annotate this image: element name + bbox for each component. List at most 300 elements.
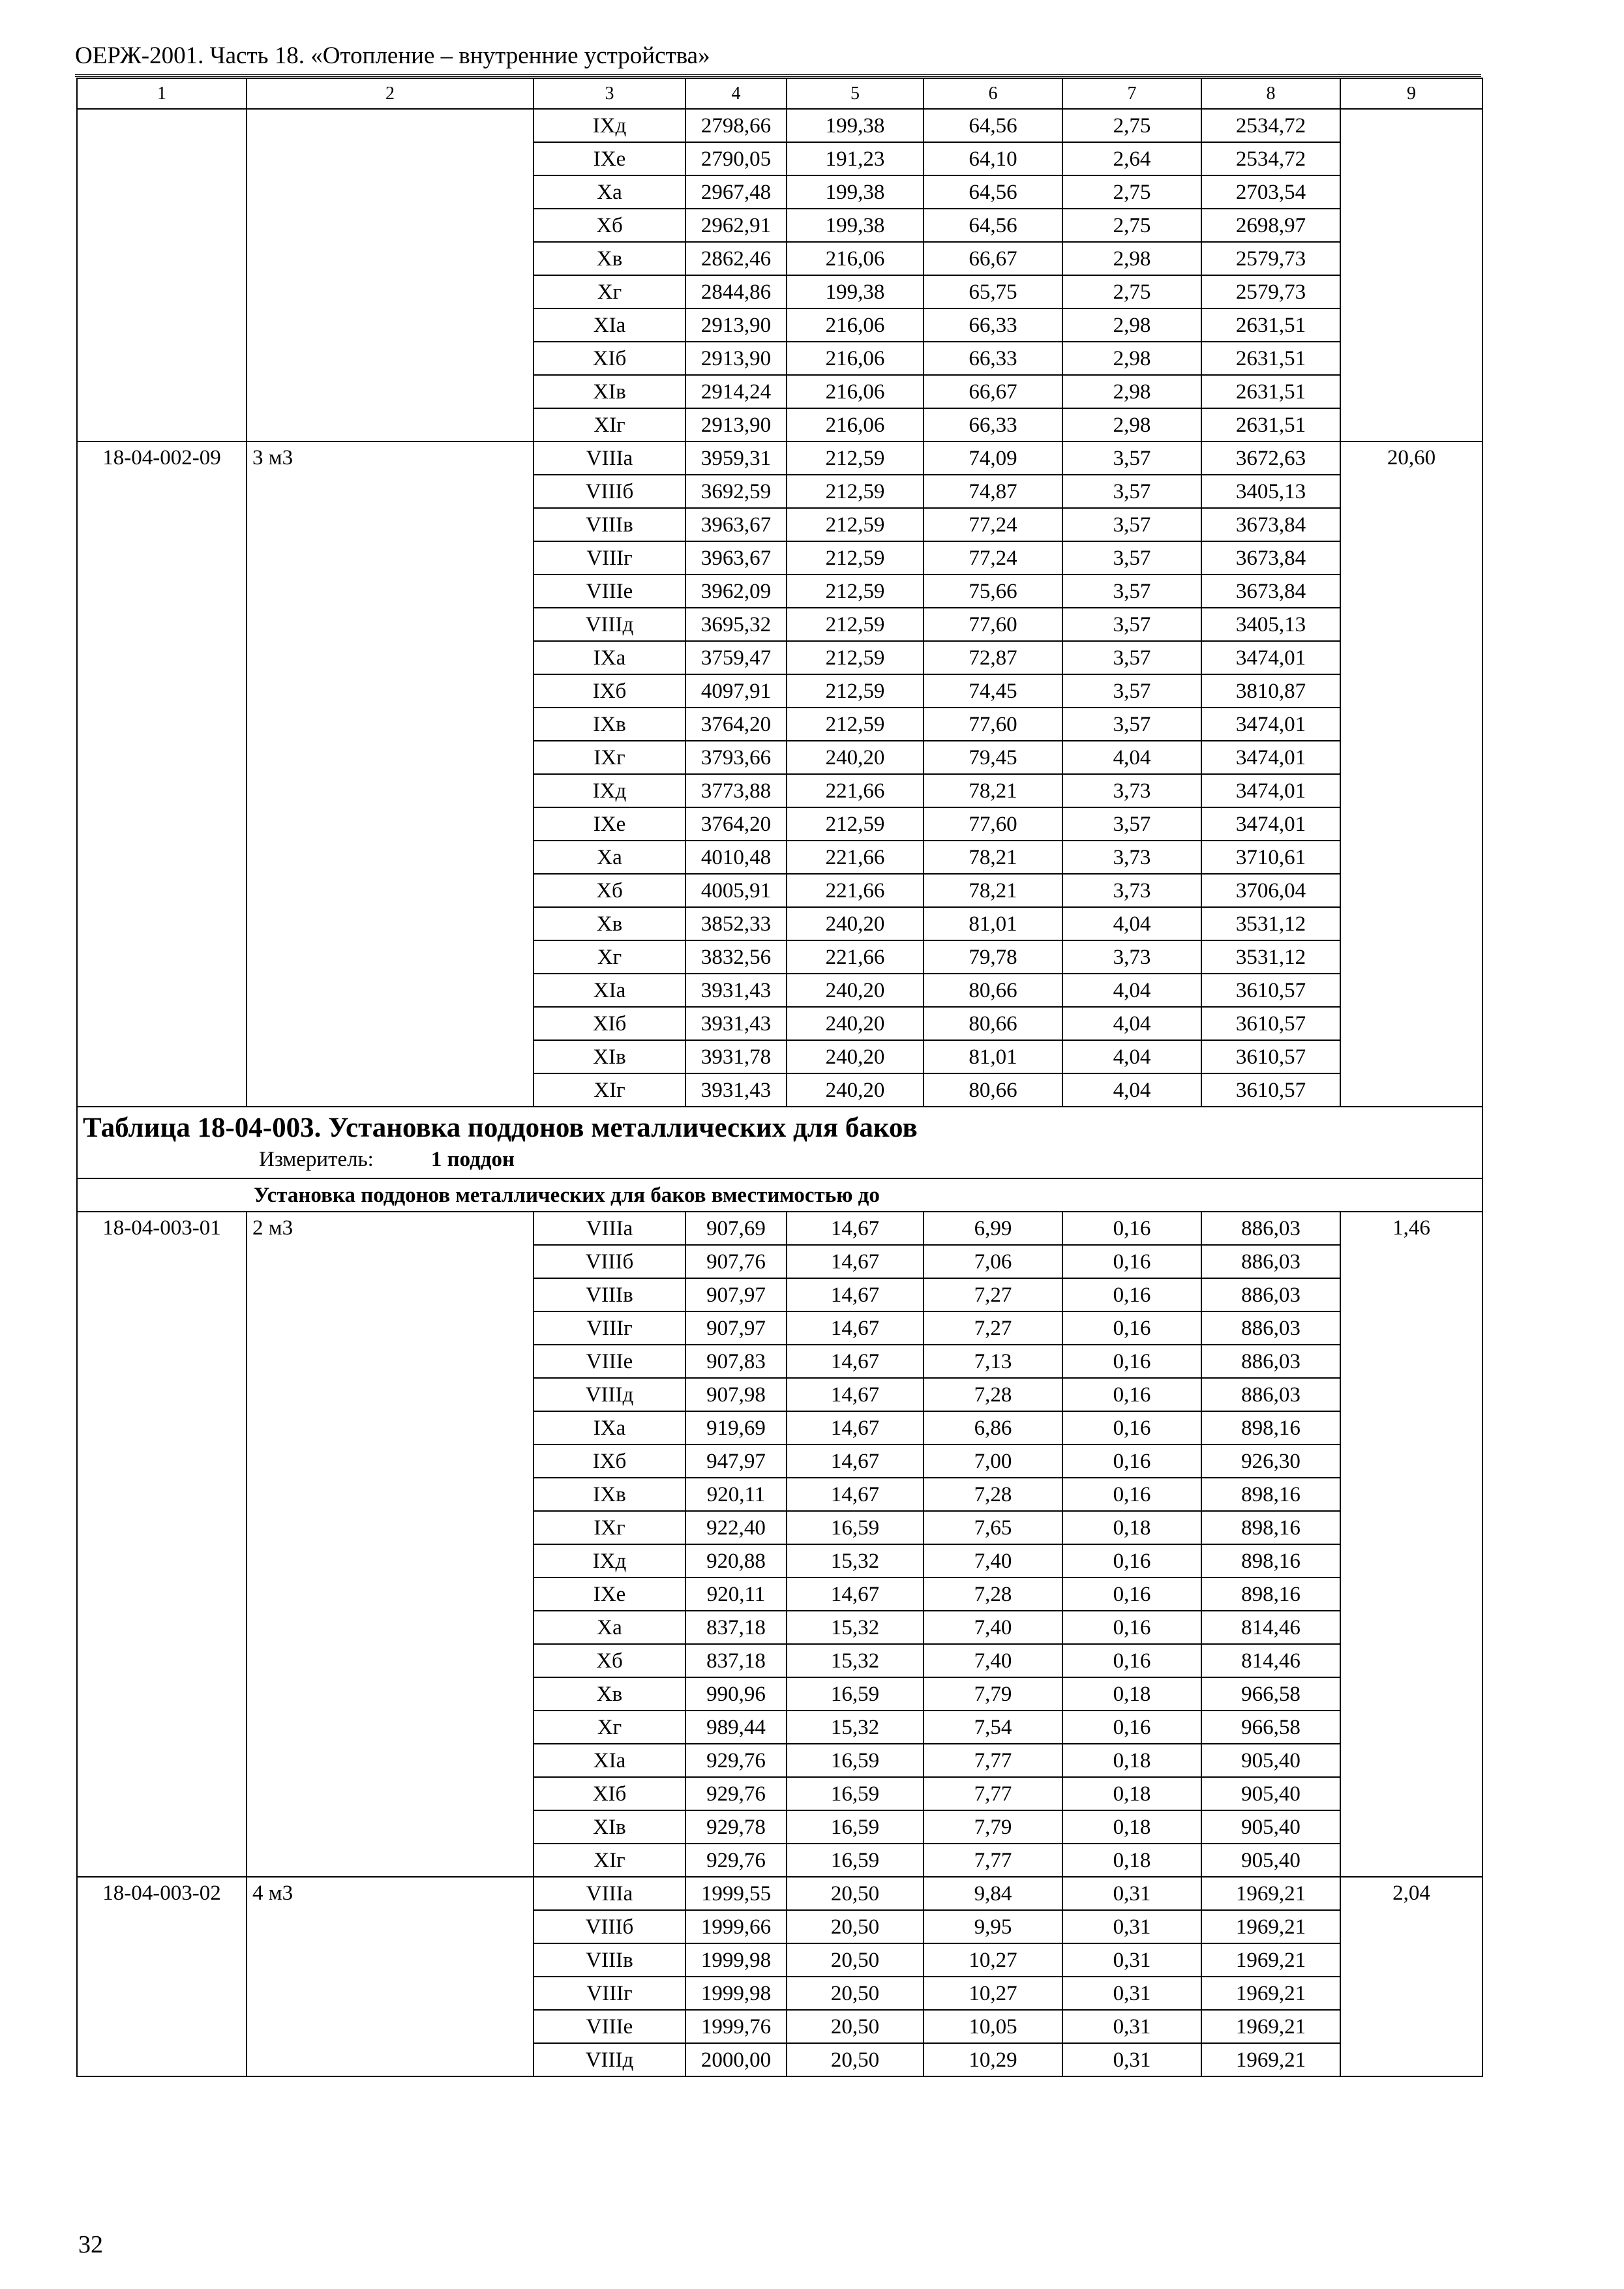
value-cell: 3,57: [1062, 475, 1201, 508]
value-cell: 10,29: [924, 2043, 1062, 2076]
value-cell: 20,50: [787, 1877, 924, 1910]
zone-cell: XIа: [534, 974, 685, 1007]
value-cell: 886,03: [1201, 1278, 1340, 1311]
value-cell: 920,11: [685, 1578, 787, 1611]
value-cell: 3610,57: [1201, 1073, 1340, 1107]
zone-cell: VIIIе: [534, 575, 685, 608]
weight-cell: 2,04: [1340, 1877, 1482, 2076]
value-cell: 66,67: [924, 242, 1062, 275]
value-cell: 0,31: [1062, 1943, 1201, 1977]
value-cell: 3759,47: [685, 641, 787, 674]
value-cell: 77,60: [924, 708, 1062, 741]
value-cell: 80,66: [924, 974, 1062, 1007]
value-cell: 79,45: [924, 741, 1062, 774]
value-cell: 3773,88: [685, 774, 787, 807]
value-cell: 905,40: [1201, 1844, 1340, 1877]
value-cell: 1999,55: [685, 1877, 787, 1910]
value-cell: 14,67: [787, 1478, 924, 1511]
value-cell: 9,95: [924, 1910, 1062, 1943]
value-cell: 240,20: [787, 741, 924, 774]
value-cell: 1969,21: [1201, 1977, 1340, 2010]
value-cell: 221,66: [787, 874, 924, 907]
value-cell: 886,03: [1201, 1311, 1340, 1345]
value-cell: 14,67: [787, 1378, 924, 1411]
zone-cell: Xа: [534, 1611, 685, 1644]
value-cell: 3,57: [1062, 575, 1201, 608]
value-cell: 0,16: [1062, 1578, 1201, 1611]
value-cell: 2,98: [1062, 242, 1201, 275]
value-cell: 2534,72: [1201, 142, 1340, 175]
value-cell: 74,09: [924, 441, 1062, 475]
value-cell: 216,06: [787, 342, 924, 375]
value-cell: 919,69: [685, 1411, 787, 1444]
value-cell: 77,60: [924, 608, 1062, 641]
zone-cell: VIIIа: [534, 1877, 685, 1910]
zone-cell: Xг: [534, 1711, 685, 1744]
value-cell: 3,57: [1062, 674, 1201, 708]
weight-cell: 1,46: [1340, 1212, 1482, 1877]
value-cell: 240,20: [787, 907, 924, 940]
zone-cell: VIIIг: [534, 541, 685, 575]
value-cell: 16,59: [787, 1810, 924, 1844]
value-cell: 929,78: [685, 1810, 787, 1844]
value-cell: 1969,21: [1201, 1943, 1340, 1977]
value-cell: 3695,32: [685, 608, 787, 641]
zone-cell: XIв: [534, 375, 685, 408]
value-cell: 907,83: [685, 1345, 787, 1378]
value-cell: 2,98: [1062, 375, 1201, 408]
value-cell: 4,04: [1062, 1040, 1201, 1073]
value-cell: 3672,63: [1201, 441, 1340, 475]
column-number: 3: [534, 78, 685, 109]
value-cell: 216,06: [787, 308, 924, 342]
zone-cell: VIIIг: [534, 1311, 685, 1345]
table-row: [77, 1877, 1482, 1910]
value-cell: 814,46: [1201, 1611, 1340, 1644]
meter-label: Измеритель:: [259, 1148, 374, 1171]
value-cell: 3,73: [1062, 841, 1201, 874]
value-cell: 0,18: [1062, 1744, 1201, 1777]
value-cell: 4005,91: [685, 874, 787, 907]
value-cell: 2913,90: [685, 308, 787, 342]
value-cell: 907,69: [685, 1212, 787, 1245]
value-cell: 3,73: [1062, 874, 1201, 907]
value-cell: 947,97: [685, 1444, 787, 1478]
value-cell: 929,76: [685, 1777, 787, 1810]
zone-cell: Xа: [534, 841, 685, 874]
value-cell: 920,88: [685, 1544, 787, 1578]
value-cell: 2,75: [1062, 109, 1201, 142]
value-cell: 65,75: [924, 275, 1062, 308]
value-cell: 0,16: [1062, 1311, 1201, 1345]
zone-cell: VIIIд: [534, 608, 685, 641]
value-cell: 3706,04: [1201, 874, 1340, 907]
value-cell: 212,59: [787, 674, 924, 708]
value-cell: 3931,43: [685, 1007, 787, 1040]
value-cell: 16,59: [787, 1844, 924, 1877]
table-row: [77, 109, 1482, 142]
value-cell: 1999,98: [685, 1977, 787, 2010]
value-cell: 7,27: [924, 1311, 1062, 1345]
rate-code: [77, 109, 247, 441]
value-cell: 886,03: [1201, 1345, 1340, 1378]
zone-cell: XIв: [534, 1040, 685, 1073]
value-cell: 3474,01: [1201, 807, 1340, 841]
value-cell: 1969,21: [1201, 2043, 1340, 2076]
zone-cell: IXе: [534, 807, 685, 841]
column-number: 6: [924, 78, 1062, 109]
value-cell: 886,03: [1201, 1245, 1340, 1278]
value-cell: 212,59: [787, 575, 924, 608]
value-cell: 14,67: [787, 1311, 924, 1345]
value-cell: 20,50: [787, 1910, 924, 1943]
value-cell: 14,67: [787, 1345, 924, 1378]
zone-cell: Xб: [534, 209, 685, 242]
value-cell: 1999,98: [685, 1943, 787, 1977]
value-cell: 14,67: [787, 1444, 924, 1478]
zone-cell: IXд: [534, 774, 685, 807]
value-cell: 886,03: [1201, 1378, 1340, 1411]
value-cell: 79,78: [924, 940, 1062, 974]
value-cell: 3962,09: [685, 575, 787, 608]
value-cell: 7,28: [924, 1378, 1062, 1411]
value-cell: 3474,01: [1201, 641, 1340, 674]
value-cell: 77,24: [924, 508, 1062, 541]
value-cell: 80,66: [924, 1073, 1062, 1107]
value-cell: 7,40: [924, 1644, 1062, 1677]
zone-cell: IXб: [534, 674, 685, 708]
zone-cell: VIIIд: [534, 1378, 685, 1411]
value-cell: 4,04: [1062, 1073, 1201, 1107]
value-cell: 7,40: [924, 1544, 1062, 1578]
value-cell: 905,40: [1201, 1810, 1340, 1844]
value-cell: 14,67: [787, 1278, 924, 1311]
value-cell: 2631,51: [1201, 375, 1340, 408]
value-cell: 64,56: [924, 175, 1062, 209]
value-cell: 926,30: [1201, 1444, 1340, 1478]
value-cell: 966,58: [1201, 1677, 1340, 1711]
value-cell: 6,99: [924, 1212, 1062, 1245]
zone-cell: XIб: [534, 1007, 685, 1040]
value-cell: 0,31: [1062, 1977, 1201, 2010]
value-cell: 2000,00: [685, 2043, 787, 2076]
column-number: 4: [685, 78, 787, 109]
value-cell: 16,59: [787, 1677, 924, 1711]
value-cell: 7,77: [924, 1777, 1062, 1810]
value-cell: 212,59: [787, 807, 924, 841]
value-cell: 2962,91: [685, 209, 787, 242]
value-cell: 990,96: [685, 1677, 787, 1711]
value-cell: 898,16: [1201, 1478, 1340, 1511]
value-cell: 7,54: [924, 1711, 1062, 1744]
value-cell: 7,28: [924, 1478, 1062, 1511]
value-cell: 0,16: [1062, 1711, 1201, 1744]
capacity: 4 м3: [247, 1877, 534, 2076]
column-number: 9: [1340, 78, 1482, 109]
value-cell: 3405,13: [1201, 608, 1340, 641]
value-cell: 0,31: [1062, 1877, 1201, 1910]
value-cell: 3673,84: [1201, 541, 1340, 575]
value-cell: 3963,67: [685, 541, 787, 575]
value-cell: 1969,21: [1201, 2010, 1340, 2043]
value-cell: 16,59: [787, 1511, 924, 1544]
value-cell: 6,86: [924, 1411, 1062, 1444]
value-cell: 7,28: [924, 1578, 1062, 1611]
value-cell: 2534,72: [1201, 109, 1340, 142]
zone-cell: VIIIа: [534, 441, 685, 475]
value-cell: 240,20: [787, 1007, 924, 1040]
value-cell: 15,32: [787, 1644, 924, 1677]
value-cell: 7,06: [924, 1245, 1062, 1278]
value-cell: 905,40: [1201, 1777, 1340, 1810]
subsection-title: Установка поддонов металлических для баков вместимостью до: [77, 1178, 1482, 1212]
value-cell: 1969,21: [1201, 1910, 1340, 1943]
value-cell: 72,87: [924, 641, 1062, 674]
value-cell: 0,31: [1062, 1910, 1201, 1943]
zone-cell: Xг: [534, 275, 685, 308]
value-cell: 64,10: [924, 142, 1062, 175]
value-cell: 3832,56: [685, 940, 787, 974]
value-cell: 929,76: [685, 1744, 787, 1777]
value-cell: 14,67: [787, 1578, 924, 1611]
value-cell: 905,40: [1201, 1744, 1340, 1777]
zone-cell: XIг: [534, 1073, 685, 1107]
table-row: [77, 1212, 1482, 1245]
value-cell: 2,75: [1062, 275, 1201, 308]
value-cell: 14,67: [787, 1245, 924, 1278]
value-cell: 3793,66: [685, 741, 787, 774]
value-cell: 199,38: [787, 275, 924, 308]
value-cell: 0,16: [1062, 1345, 1201, 1378]
value-cell: 20,50: [787, 1977, 924, 2010]
column-number: 5: [787, 78, 924, 109]
rate-code: 18-04-003-01: [77, 1212, 247, 1877]
value-cell: 2967,48: [685, 175, 787, 209]
column-number: 1: [77, 78, 247, 109]
zone-cell: VIIIд: [534, 2043, 685, 2076]
capacity: [247, 109, 534, 441]
value-cell: 212,59: [787, 608, 924, 641]
value-cell: 2631,51: [1201, 342, 1340, 375]
value-cell: 3474,01: [1201, 741, 1340, 774]
value-cell: 66,67: [924, 375, 1062, 408]
value-cell: 20,50: [787, 2010, 924, 2043]
value-cell: 3610,57: [1201, 1007, 1340, 1040]
value-cell: 221,66: [787, 774, 924, 807]
value-cell: 212,59: [787, 441, 924, 475]
value-cell: 3,57: [1062, 608, 1201, 641]
value-cell: 989,44: [685, 1711, 787, 1744]
value-cell: 7,27: [924, 1278, 1062, 1311]
value-cell: 1999,76: [685, 2010, 787, 2043]
value-cell: 212,59: [787, 475, 924, 508]
value-cell: 3673,84: [1201, 575, 1340, 608]
zone-cell: VIIIв: [534, 1278, 685, 1311]
column-number: 7: [1062, 78, 1201, 109]
value-cell: 3,57: [1062, 508, 1201, 541]
value-cell: 929,76: [685, 1844, 787, 1877]
zone-cell: XIб: [534, 342, 685, 375]
value-cell: 0,16: [1062, 1478, 1201, 1511]
zone-cell: IXв: [534, 1478, 685, 1511]
value-cell: 7,77: [924, 1744, 1062, 1777]
value-cell: 0,16: [1062, 1644, 1201, 1677]
value-cell: 907,76: [685, 1245, 787, 1278]
value-cell: 216,06: [787, 408, 924, 441]
value-cell: 837,18: [685, 1611, 787, 1644]
value-cell: 4,04: [1062, 741, 1201, 774]
value-cell: 66,33: [924, 408, 1062, 441]
zone-cell: Xа: [534, 175, 685, 209]
section-header: [77, 1107, 1482, 1178]
value-cell: 907,98: [685, 1378, 787, 1411]
column-number: 8: [1201, 78, 1340, 109]
value-cell: 3710,61: [1201, 841, 1340, 874]
zone-cell: VIIIв: [534, 1943, 685, 1977]
table-body: [77, 78, 1482, 2076]
value-cell: 2790,05: [685, 142, 787, 175]
table-row: [77, 441, 1482, 475]
value-cell: 78,21: [924, 874, 1062, 907]
value-cell: 0,16: [1062, 1544, 1201, 1578]
value-cell: 2,64: [1062, 142, 1201, 175]
value-cell: 0,18: [1062, 1511, 1201, 1544]
value-cell: 10,27: [924, 1943, 1062, 1977]
value-cell: 0,16: [1062, 1212, 1201, 1245]
zone-cell: Xв: [534, 907, 685, 940]
zone-cell: IXа: [534, 1411, 685, 1444]
value-cell: 0,18: [1062, 1777, 1201, 1810]
page-number: 32: [78, 2231, 103, 2258]
zone-cell: Xб: [534, 1644, 685, 1677]
value-cell: 216,06: [787, 242, 924, 275]
value-cell: 240,20: [787, 1073, 924, 1107]
value-cell: 64,56: [924, 109, 1062, 142]
value-cell: 221,66: [787, 841, 924, 874]
value-cell: 2913,90: [685, 342, 787, 375]
page-header: [75, 40, 1481, 77]
zone-cell: IXд: [534, 109, 685, 142]
value-cell: 4,04: [1062, 1007, 1201, 1040]
rate-code: 18-04-003-02: [77, 1877, 247, 2076]
zone-cell: XIа: [534, 1744, 685, 1777]
zone-cell: VIIIб: [534, 475, 685, 508]
value-cell: 212,59: [787, 708, 924, 741]
value-cell: 7,00: [924, 1444, 1062, 1478]
value-cell: 221,66: [787, 940, 924, 974]
value-cell: 920,11: [685, 1478, 787, 1511]
value-cell: 2914,24: [685, 375, 787, 408]
capacity: 2 м3: [247, 1212, 534, 1877]
value-cell: 2579,73: [1201, 242, 1340, 275]
rates-table: [76, 78, 1483, 2077]
value-cell: 66,33: [924, 308, 1062, 342]
zone-cell: VIIIг: [534, 1977, 685, 2010]
value-cell: 1969,21: [1201, 1877, 1340, 1910]
value-cell: 240,20: [787, 974, 924, 1007]
value-cell: 212,59: [787, 641, 924, 674]
value-cell: 898,16: [1201, 1544, 1340, 1578]
value-cell: 199,38: [787, 109, 924, 142]
zone-cell: XIг: [534, 408, 685, 441]
value-cell: 3764,20: [685, 807, 787, 841]
value-cell: 2,98: [1062, 342, 1201, 375]
value-cell: 1999,66: [685, 1910, 787, 1943]
value-cell: 886,03: [1201, 1212, 1340, 1245]
value-cell: 0,16: [1062, 1444, 1201, 1478]
value-cell: 7,40: [924, 1611, 1062, 1644]
value-cell: 81,01: [924, 907, 1062, 940]
value-cell: 3959,31: [685, 441, 787, 475]
value-cell: 240,20: [787, 1040, 924, 1073]
value-cell: 3852,33: [685, 907, 787, 940]
value-cell: 74,45: [924, 674, 1062, 708]
value-cell: 3610,57: [1201, 1040, 1340, 1073]
value-cell: 3531,12: [1201, 940, 1340, 974]
value-cell: 16,59: [787, 1777, 924, 1810]
value-cell: 3531,12: [1201, 907, 1340, 940]
value-cell: 922,40: [685, 1511, 787, 1544]
value-cell: 0,16: [1062, 1378, 1201, 1411]
value-cell: 3764,20: [685, 708, 787, 741]
value-cell: 898,16: [1201, 1578, 1340, 1611]
value-cell: 898,16: [1201, 1411, 1340, 1444]
zone-cell: VIIIе: [534, 1345, 685, 1378]
zone-cell: VIIIв: [534, 508, 685, 541]
section-header-row: [77, 1107, 1482, 1178]
value-cell: 77,24: [924, 541, 1062, 575]
value-cell: 0,16: [1062, 1411, 1201, 1444]
value-cell: 14,67: [787, 1212, 924, 1245]
header-title: ОЕРЖ-2001. Часть 18. «Отопление – внутренние устройства»: [75, 42, 710, 69]
zone-cell: XIв: [534, 1810, 685, 1844]
value-cell: 3,57: [1062, 541, 1201, 575]
zone-cell: IXг: [534, 1511, 685, 1544]
value-cell: 0,16: [1062, 1278, 1201, 1311]
value-cell: 3692,59: [685, 475, 787, 508]
value-cell: 3405,13: [1201, 475, 1340, 508]
zone-cell: IXе: [534, 142, 685, 175]
value-cell: 191,23: [787, 142, 924, 175]
value-cell: 3673,84: [1201, 508, 1340, 541]
zone-cell: IXб: [534, 1444, 685, 1478]
zone-cell: Xв: [534, 242, 685, 275]
value-cell: 0,16: [1062, 1245, 1201, 1278]
value-cell: 3,57: [1062, 807, 1201, 841]
value-cell: 7,65: [924, 1511, 1062, 1544]
value-cell: 3,57: [1062, 708, 1201, 741]
value-cell: 3,73: [1062, 774, 1201, 807]
value-cell: 7,79: [924, 1677, 1062, 1711]
value-cell: 2,75: [1062, 209, 1201, 242]
column-number: 2: [247, 78, 534, 109]
value-cell: 4,04: [1062, 974, 1201, 1007]
value-cell: 3931,43: [685, 974, 787, 1007]
value-cell: 78,21: [924, 774, 1062, 807]
value-cell: 10,27: [924, 1977, 1062, 2010]
zone-cell: Xб: [534, 874, 685, 907]
column-number-row: [77, 78, 1482, 109]
value-cell: 212,59: [787, 541, 924, 575]
value-cell: 0,18: [1062, 1810, 1201, 1844]
rate-code: 18-04-002-09: [77, 441, 247, 1107]
zone-cell: IXе: [534, 1578, 685, 1611]
value-cell: 3963,67: [685, 508, 787, 541]
weight-cell: 20,60: [1340, 441, 1482, 1107]
zone-cell: IXд: [534, 1544, 685, 1578]
value-cell: 2579,73: [1201, 275, 1340, 308]
zone-cell: VIIIб: [534, 1245, 685, 1278]
